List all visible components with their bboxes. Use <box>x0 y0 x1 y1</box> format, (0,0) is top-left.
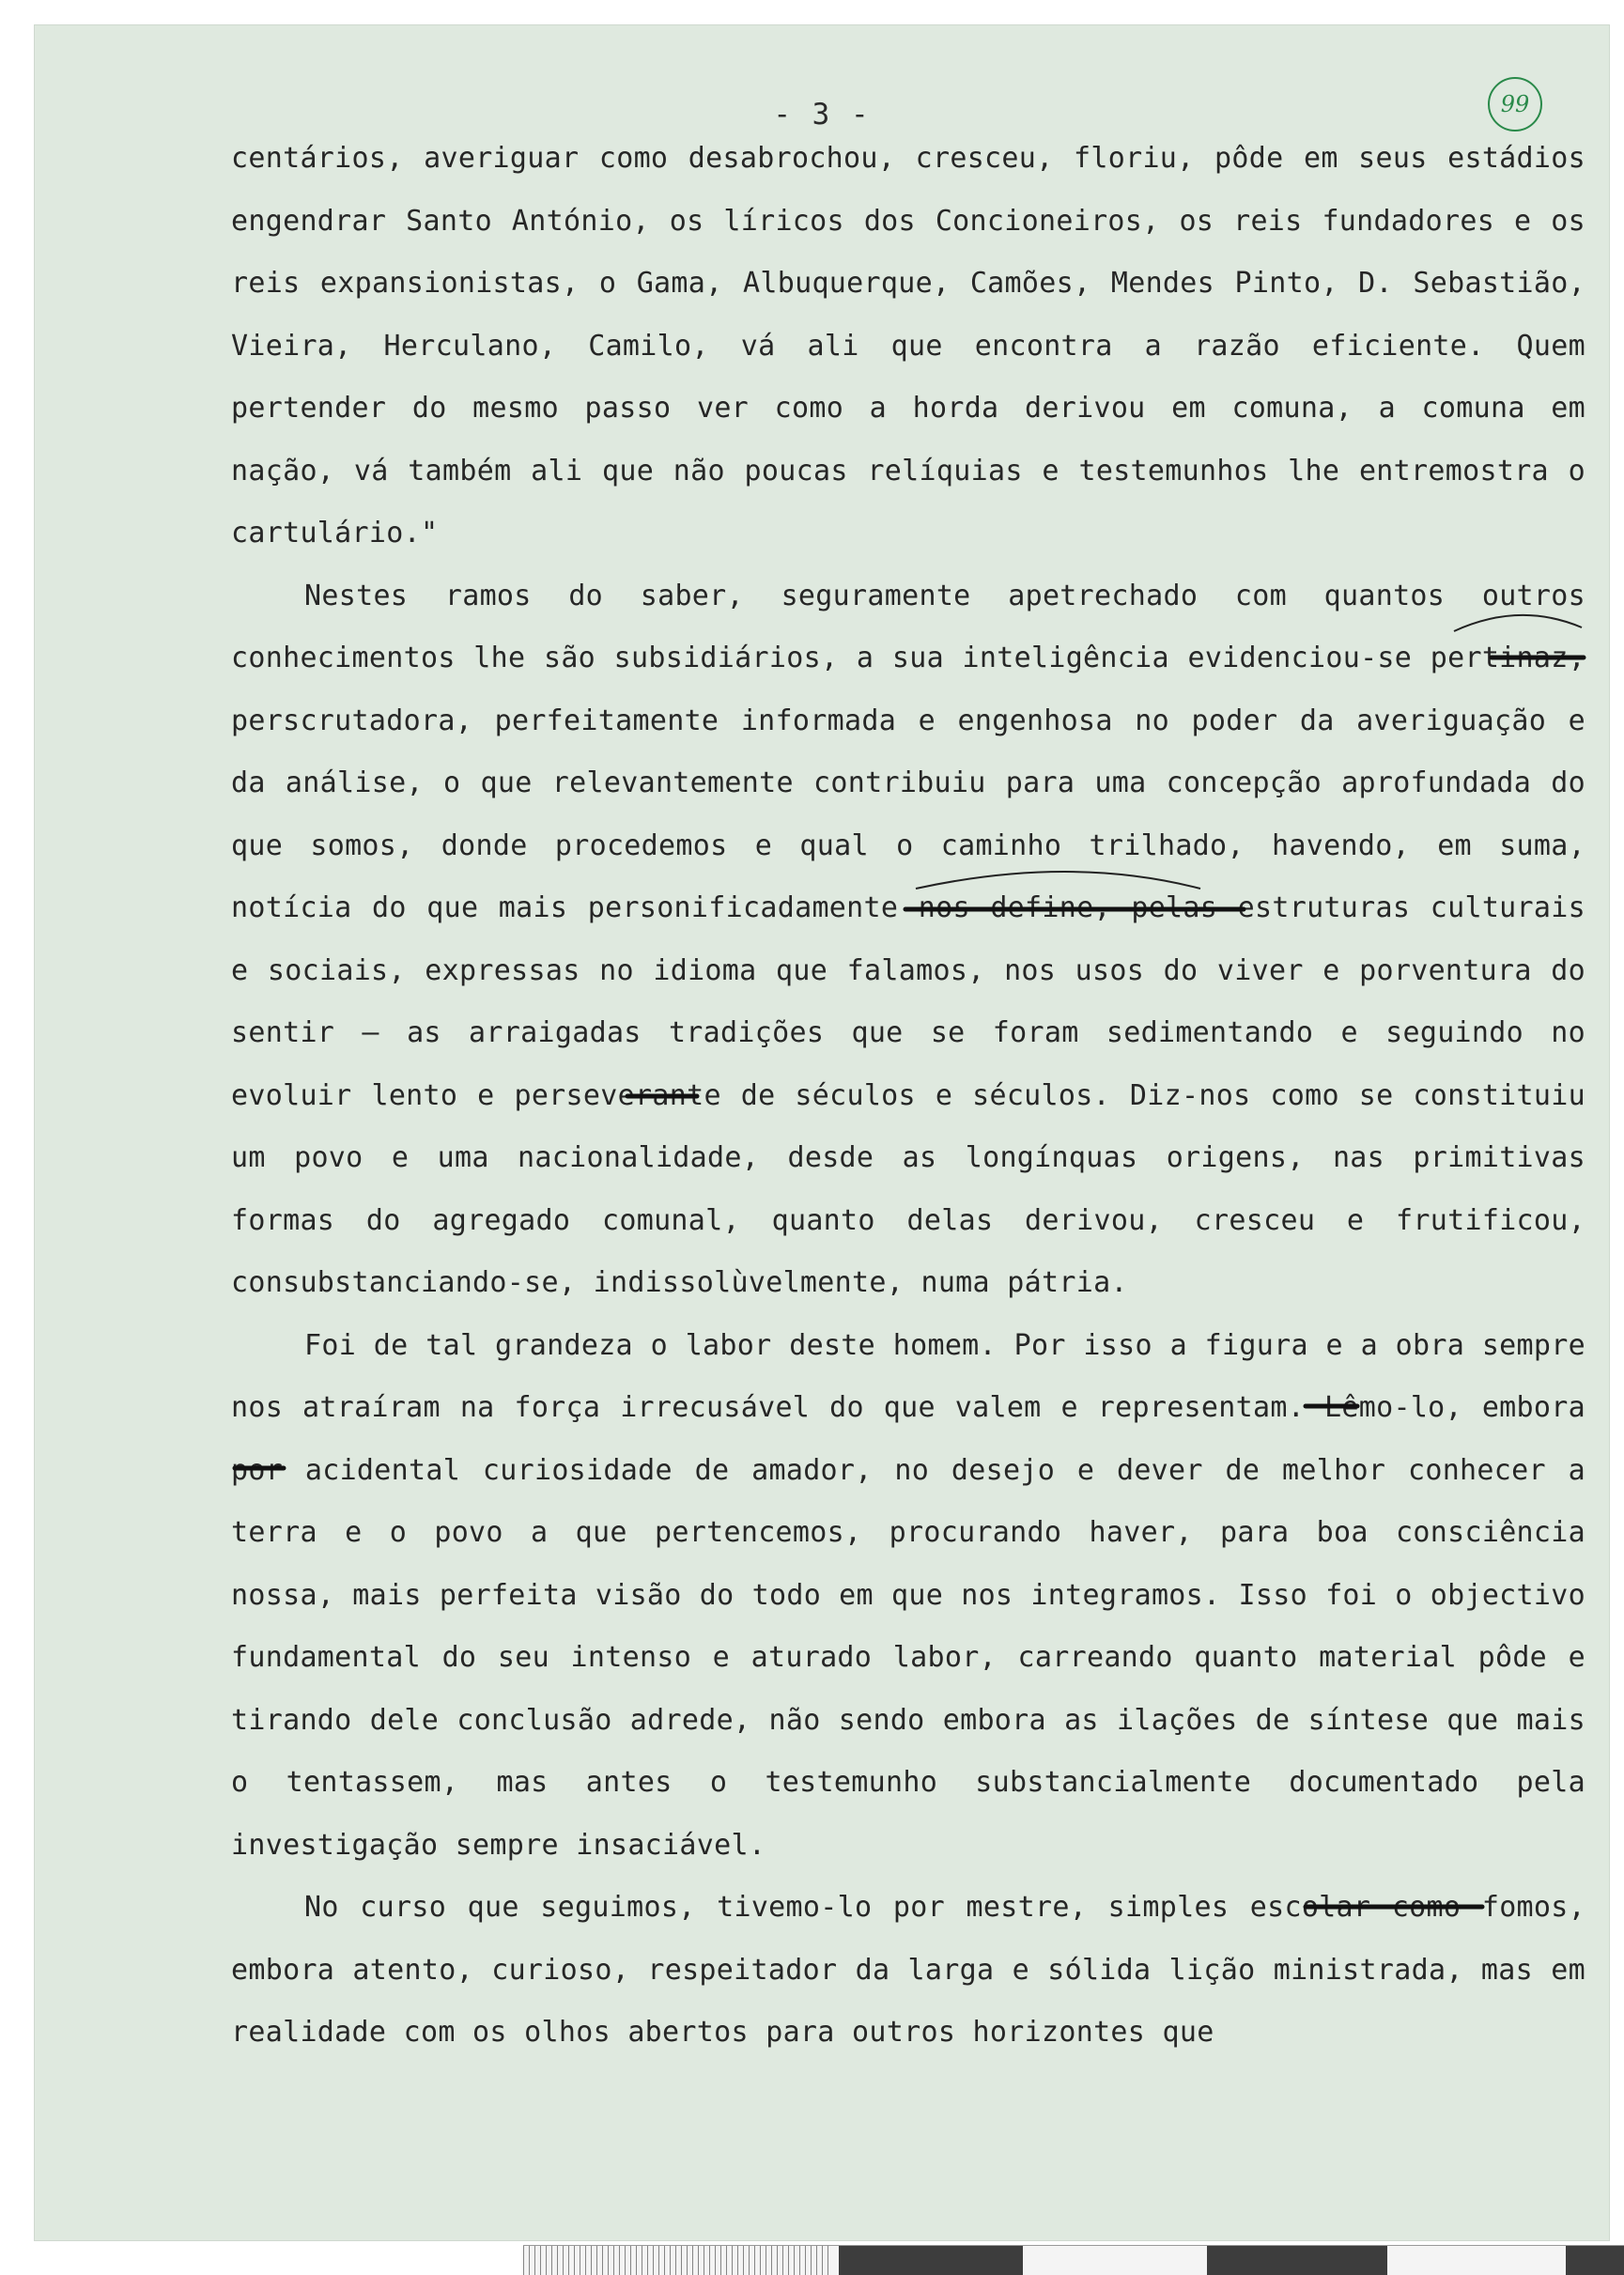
paragraph: Foi de tal grandeza o labor deste homem. Por isso a figura e a obra sempre nos atraíram na força irrecusável do que valem e representam. Lêmo-lo, embora por acidental curiosidade de amador, no desejo e dever de melhor conhecer a terra e o povo a que pertencemos, procurando haver, para boa consciência nossa, mais perfeita visão do todo em que nos integramos. Isso foi o objectivo fundamental do seu intenso e aturado labor, carreando quanto material pôde e tirando dele conclusão adrede, não sendo embora as ilações de síntese que mais o tentassem, mas antes o testemunho substancialmente documentado pela investigação sempre insaciável. <box>231 1328 1585 1862</box>
paragraph: No curso que seguimos, tivemo-lo por mestre, simples escolar como fomos, embora atento, curioso, respeitador da larga e sólida lição ministrada, mas em realidade com os olhos abertos para outros horizontes que <box>231 1891 1585 2049</box>
paragraph: centários, averiguar como desabrochou, cresceu, floriu, pôde em seus estádios engendrar Santo António, os líricos dos Concioneiros, os reis fundadores e os reis expansionistas, o Gama, Albuquerque, Camões, Mendes Pinto, D. Sebastião, Vieira, Herculano, Camilo, vá ali que encontra a razão eficiente. Quem pertender do mesmo passo ver como a horda derivou em comuna, a comuna em nação, vá também ali que não poucas relíquias e testemunhos lhe entremostra o cartulário." <box>231 142 1585 549</box>
typed-text-body <box>231 128 1585 2065</box>
ruler-dark-segment <box>1207 2246 1387 2275</box>
archive-number-stamp: 99 <box>1488 77 1542 132</box>
scale-ruler <box>523 2245 1624 2275</box>
ruler-dark-segment <box>839 2246 1023 2275</box>
ruler-dark-segment <box>1566 2246 1624 2275</box>
ruler-ticks <box>523 2246 833 2275</box>
paragraph: Nestes ramos do saber, seguramente apetrechado com quantos outros conhecimentos lhe são subsidiários, a sua inteligência evidenciou-se pertinaz, perscrutadora, perfeitamente informada e engenhosa no poder da averiguação e da análise, o que relevantemente contribuiu para uma concepção aprofundada do que somos, donde procedemos e qual o caminho trilhado, havendo, em suma, notícia do que mais personificadamente nos define, pelas estruturas culturais e sociais, expressas no idioma que falamos, nos usos do viver e porventura do sentir — as arraigadas tradições que se foram sedimentando e seguindo no evoluir lento e perseverante de séculos e séculos. Diz-nos como se constituiu um povo e uma nacionalidade, desde as longínquas origens, nas primitivas formas do agregado comunal, quanto delas derivou, cresceu e frutificou, consubstanciando-se, indissolùvelmente, numa pátria. <box>231 579 1585 1299</box>
page-number: - 3 - <box>773 98 871 132</box>
